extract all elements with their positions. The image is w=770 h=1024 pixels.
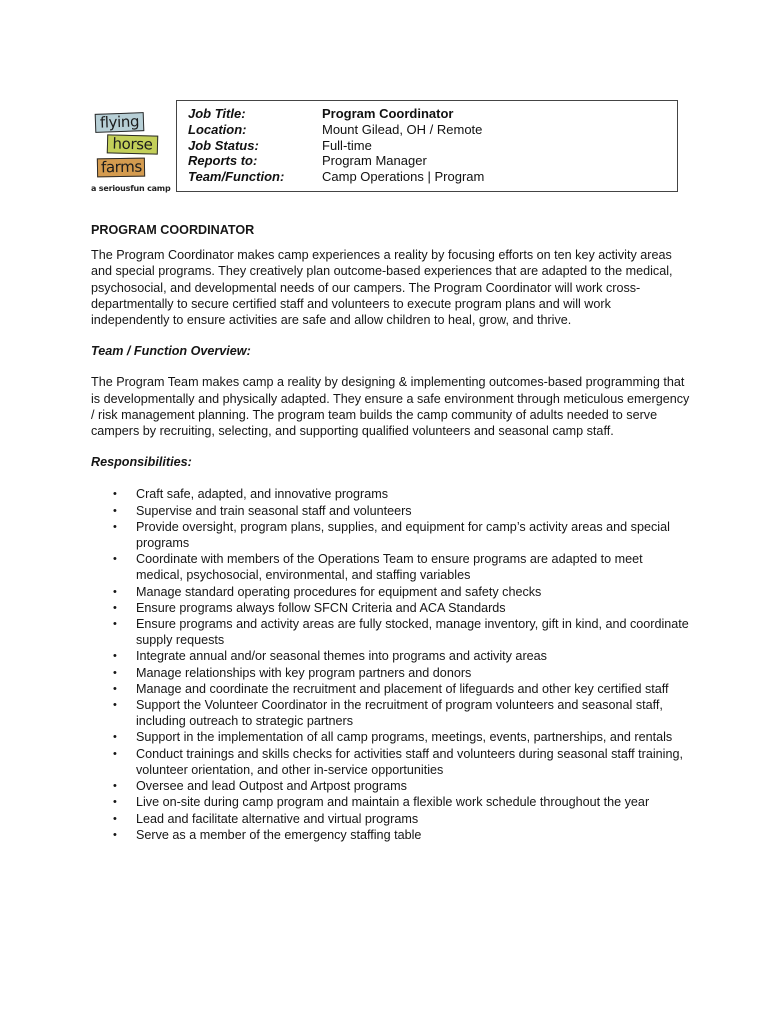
list-item-text: Integrate annual and/or seasonal themes into programs and activity areas (136, 649, 547, 664)
bullet-icon: • (113, 585, 117, 598)
logo-word-horse: horse (107, 134, 158, 154)
list-item-text: Ensure programs always follow SFCN Criteria and ACA Standards (136, 600, 506, 615)
label-team-function: Team/Function: (188, 169, 285, 185)
list-item-text: Manage relationships with key program partners and donors (136, 665, 472, 680)
list-item (91, 811, 691, 827)
list-item (91, 665, 691, 681)
list-item (91, 729, 691, 745)
bullet-icon: • (113, 520, 117, 533)
list-item-text: Live on-site during camp program and maintain a flexible work schedule throughout the year (136, 795, 650, 810)
bullet-icon: • (113, 780, 117, 793)
logo-word-farms: farms (97, 158, 145, 178)
list-item (91, 616, 691, 648)
list-item-text: Support the Volunteer Coordinator in the recruitment of program volunteers and seasonal staff, including outreach to strategic partners (136, 698, 663, 729)
team-overview-paragraph: The Program Team makes camp a reality by designing & implementing outcomes-based programming that is developmentally and physically adapted. They ensure a safe environment through meticulous emergency / risk management planning. The program team builds the camp community of adults needed to serve campers by recruiting, selecting, and supporting qualified volunteers and seasonal camp staff. (91, 375, 690, 439)
logo-tagline: a seriousfun camp (91, 184, 171, 193)
value-team-function: Camp Operations | Program (322, 169, 485, 185)
bullet-icon: • (113, 812, 117, 825)
list-item (91, 584, 691, 600)
label-job-title: Job Title: (188, 106, 246, 121)
bullet-icon: • (113, 699, 117, 712)
list-item-text: Ensure programs and activity areas are fully stocked, manage inventory, gift in kind, and coordinate supply requests (136, 617, 689, 648)
label-reports-to: Reports to: (188, 153, 258, 169)
label-location: Location: (188, 121, 247, 137)
bullet-icon: • (113, 618, 117, 631)
bullet-icon: • (113, 601, 117, 614)
logo-word-flying: flying (95, 112, 145, 133)
value-location: Mount Gilead, OH / Remote (322, 121, 483, 137)
list-item (91, 697, 691, 729)
job-info-labels (188, 106, 284, 185)
list-item-text: Serve as a member of the emergency staffing table (136, 827, 422, 842)
list-item-text: Manage standard operating procedures for equipment and safety checks (136, 584, 542, 599)
team-overview-heading: Team / Function Overview: (91, 344, 251, 359)
list-item-text: Craft safe, adapted, and innovative programs (136, 487, 389, 502)
list-item-text: Oversee and lead Outpost and Artpost programs (136, 779, 407, 794)
list-item (91, 519, 691, 551)
list-item (91, 648, 691, 664)
list-item (91, 486, 691, 502)
bullet-icon: • (113, 682, 117, 695)
bullet-icon: • (113, 650, 117, 663)
list-item (91, 503, 691, 519)
list-item (91, 600, 691, 616)
main-content (91, 222, 691, 843)
bullet-icon: • (113, 828, 117, 841)
bullet-icon: • (113, 488, 117, 501)
list-item (91, 551, 691, 583)
list-item (91, 794, 691, 810)
list-item (91, 746, 691, 778)
value-job-title: Program Coordinator (322, 106, 454, 121)
value-reports-to: Program Manager (322, 153, 427, 169)
list-item-text: Supervise and train seasonal staff and volunteers (136, 503, 412, 518)
job-info-box (176, 100, 678, 192)
list-item (91, 681, 691, 697)
section-heading: PROGRAM COORDINATOR (91, 223, 255, 237)
list-item-text: Lead and facilitate alternative and virtual programs (136, 811, 419, 826)
value-job-status: Full-time (322, 137, 372, 153)
bullet-icon: • (113, 504, 117, 517)
list-item-text: Provide oversight, program plans, supplies, and equipment for camp’s activity areas and special programs (136, 519, 670, 551)
bullet-icon: • (113, 731, 117, 744)
list-item (91, 778, 691, 794)
list-item-text: Coordinate with members of the Operations Team to ensure programs are adapted to meet medical, psychosocial, environmental, and staffing variables (136, 552, 643, 583)
responsibilities-heading: Responsibilities: (91, 455, 192, 470)
list-item-text: Support in the implementation of all camp programs, meetings, events, partnerships, and rentals (136, 730, 673, 745)
label-job-status: Job Status: (188, 137, 259, 153)
bullet-icon: • (113, 553, 117, 566)
intro-paragraph: The Program Coordinator makes camp experiences a reality by focusing efforts on ten key activity areas and special programs. They creatively plan outcome-based experiences that are adapted to the medical, psychosocial, and developmental needs of our campers. The Program Coordinator will work cross-departmentally to secure certified staff and volunteers to execute program plans and will work independently to ensure activities are safe and allow children to heal, grow, and thrive. (91, 248, 673, 328)
list-item-text: Manage and coordinate the recruitment and placement of lifeguards and other key certified staff (136, 681, 669, 696)
list-item-text: Conduct trainings and skills checks for activities staff and volunteers during seasonal staff training, volunteer orientation, and other in-service opportunities (136, 746, 683, 777)
bullet-icon: • (113, 747, 117, 760)
job-info-values (322, 106, 484, 185)
bullet-icon: • (113, 666, 117, 679)
list-item (91, 827, 691, 843)
bullet-icon: • (113, 796, 117, 809)
responsibilities-list (91, 486, 691, 842)
